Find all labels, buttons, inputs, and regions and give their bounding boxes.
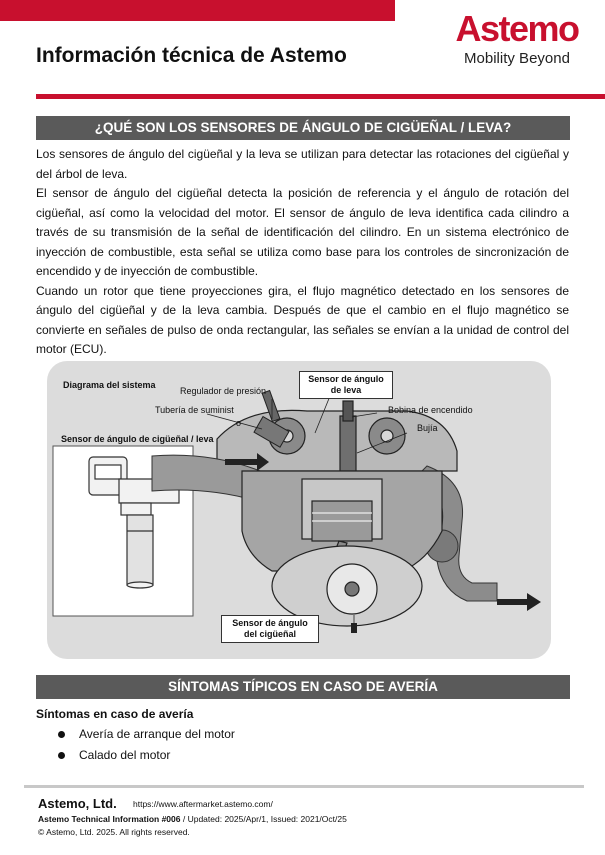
cam-sensor-label-line2: de leva bbox=[330, 385, 362, 395]
paragraph: Cuando un rotor que tiene proyecciones gira, el flujo magnético detectado en los sensores de ángulo del cigüeñal y de la leva cambia. Después de que el cambio en el flujo magnético se convierte en señales de pulso de onda rectangular, las señales se envían a la unidad de control del motor (ECU). bbox=[36, 283, 569, 356]
cam-sensor-callout bbox=[299, 371, 393, 399]
sensor-inset-label: Sensor de ángulo de cigüeñal / leva bbox=[61, 434, 214, 444]
footer-doc-id: Astemo Technical Information #006 bbox=[38, 814, 181, 824]
section-heading-sensors: ¿QUÉ SON LOS SENSORES DE ÁNGULO DE CIGÜEÑAL / LEVA? bbox=[36, 116, 570, 140]
supply-pipe-label: Tubería de suminist bbox=[155, 405, 234, 415]
spark-plug-label: Bujía bbox=[417, 423, 438, 433]
footer-doc-dates: / Updated: 2025/Apr/1, Issued: 2021/Oct/25 bbox=[180, 814, 347, 824]
paragraph: Los sensores de ángulo del cigüeñal y la leva se utilizan para detectar las rotaciones del cigüeñal y del árbol de leva. bbox=[36, 147, 569, 181]
crank-sensor-symbol bbox=[351, 623, 357, 633]
crank-sensor-label-line1: Sensor de ángulo bbox=[232, 618, 308, 628]
paragraph: El sensor de ángulo del cigüeñal detecta la posición de referencia y el ángulo de rotación del cigüeñal, así como la velocidad del motor. El sensor de ángulo de leva identifica cada cilindro a través de su transmisión de la señal de identificación del cilindro. En un sistema electrónico de inyección de combustible, esta señal se utiliza como base para los controles de sincronización de encendido y de inyección de combustible. bbox=[36, 186, 569, 278]
crank-sensor-callout bbox=[221, 615, 319, 643]
list-item: Calado del motor bbox=[58, 745, 235, 766]
symptoms-subtitle: Síntomas en caso de avería bbox=[36, 707, 194, 721]
section-heading-symptoms: SÍNTOMAS TÍPICOS EN CASO DE AVERÍA bbox=[36, 675, 570, 699]
exhaust-arrow-icon bbox=[497, 593, 541, 611]
footer-copyright: © Astemo, Ltd. 2025. All rights reserved. bbox=[38, 827, 190, 837]
cam-sensor-label-line1: Sensor de ángulo bbox=[308, 374, 384, 384]
diagram-title: Diagrama del sistema bbox=[63, 380, 156, 390]
footer-divider bbox=[24, 785, 584, 788]
ignition-coil-label: Bobina de encendido bbox=[388, 405, 473, 415]
system-diagram bbox=[47, 361, 551, 659]
brand-tagline: Mobility Beyond bbox=[464, 50, 570, 67]
page-title: Información técnica de Astemo bbox=[36, 44, 347, 67]
top-red-bar bbox=[0, 0, 395, 21]
list-item: Avería de arranque del motor bbox=[58, 724, 235, 745]
footer-company: Astemo, Ltd. bbox=[38, 796, 117, 811]
supply-pipe-label-wrap: o bbox=[236, 418, 242, 428]
footer-url-link[interactable]: https://www.aftermarket.astemo.com/ bbox=[133, 799, 273, 809]
brand-name: Astemo bbox=[455, 8, 579, 49]
pressure-regulator-label: Regulador de presión bbox=[180, 386, 267, 396]
brand-logo bbox=[442, 10, 592, 67]
crank-sensor-label-line2: del cigüeñal bbox=[243, 629, 296, 639]
footer-doc-info bbox=[38, 814, 347, 824]
intro-text bbox=[36, 145, 569, 360]
crankshaft bbox=[272, 546, 422, 626]
symptoms-list bbox=[58, 724, 235, 766]
header-divider bbox=[36, 94, 605, 99]
